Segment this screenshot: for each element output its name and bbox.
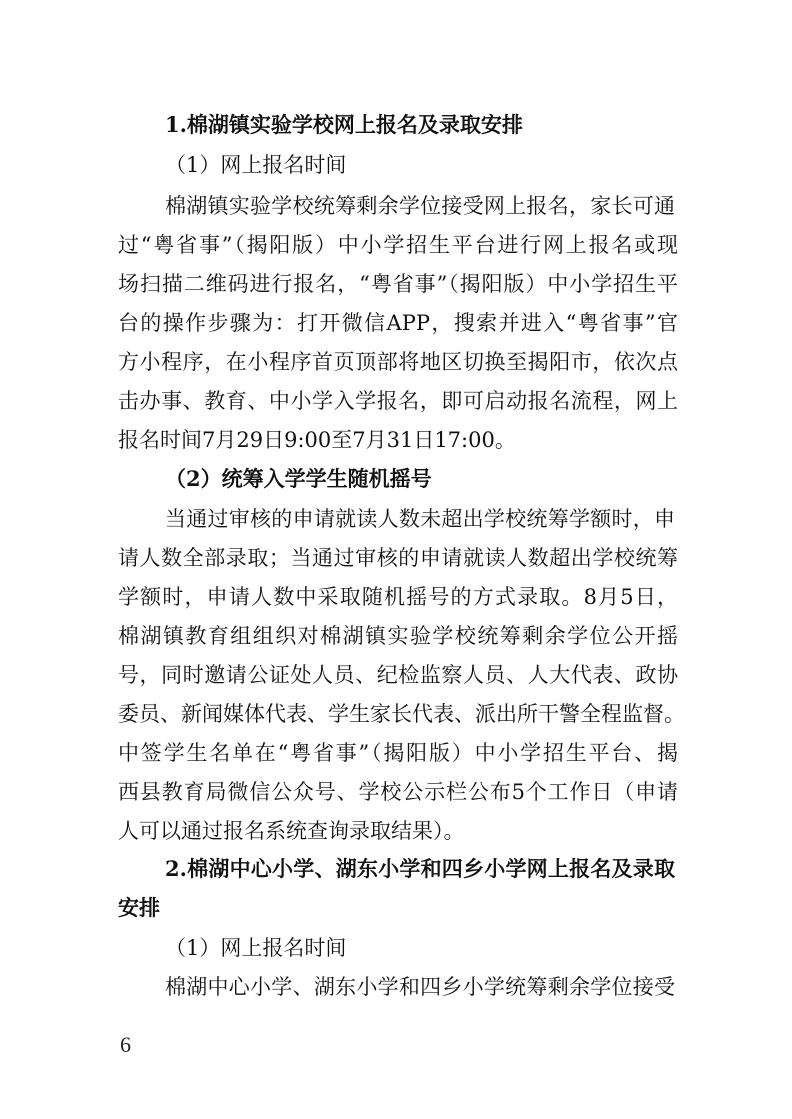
paragraph-line: 请人数全部录取；当通过审核的申请就读人数超出学校统筹 (118, 546, 678, 570)
subheading-2-1: （1）网上报名时间 (165, 936, 347, 960)
paragraph-line: 人可以通过报名系统查询录取结果）。 (118, 819, 465, 843)
paragraph-line: 中签学生名单在“粤省事”（揭阳版）中小学招生平台、揭 (118, 741, 678, 765)
subheading-1-2: （2）统筹入学学生随机摇号 (165, 466, 432, 491)
paragraph-line: 学额时，申请人数中采取随机摇号的方式录取。8月5日， (118, 585, 678, 609)
paragraph-line: 报名时间7月29日9:00至7月31日17:00。 (118, 428, 516, 452)
paragraph-line: 过“粤省事”（揭阳版）中小学招生平台进行网上报名或现 (118, 233, 678, 257)
paragraph-line: 棉湖镇实验学校统筹剩余学位接受网上报名，家长可通 (165, 194, 675, 218)
paragraph-line: 棉湖镇教育组组织对棉湖镇实验学校统筹剩余学位公开摇 (118, 624, 678, 648)
paragraph-line: 委员、新闻媒体代表、学生家长代表、派出所干警全程监督。 (118, 702, 685, 726)
paragraph-line: 台的操作步骤为：打开微信APP，搜索并进入“粤省事”官 (118, 311, 678, 335)
page-number: 6 (120, 1032, 131, 1057)
paragraph-line: 号，同时邀请公证处人员、纪检监察人员、人大代表、政协 (118, 663, 678, 687)
heading-section-2-continued: 安排 (118, 895, 160, 920)
paragraph-line: 击办事、教育、中小学入学报名，即可启动报名流程，网上 (118, 389, 678, 413)
paragraph-line: 棉湖中心小学、湖东小学和四乡小学统筹剩余学位接受 (165, 975, 675, 999)
paragraph-line: 当通过审核的申请就读人数未超出学校统筹学额时，申 (165, 507, 675, 531)
heading-section-1: 1.棉湖镇实验学校网上报名及录取安排 (165, 112, 523, 137)
subheading-1-1: （1）网上报名时间 (165, 153, 347, 177)
heading-section-2: 2.棉湖中心小学、湖东小学和四乡小学网上报名及录取 (165, 856, 675, 881)
paragraph-line: 场扫描二维码进行报名，“粤省事”（揭阳版）中小学招生平 (118, 272, 678, 296)
paragraph-line: 西县教育局微信公众号、学校公示栏公布5个工作日（申请 (118, 780, 678, 804)
paragraph-line: 方小程序，在小程序首页顶部将地区切换至揭阳市，依次点 (118, 350, 678, 374)
